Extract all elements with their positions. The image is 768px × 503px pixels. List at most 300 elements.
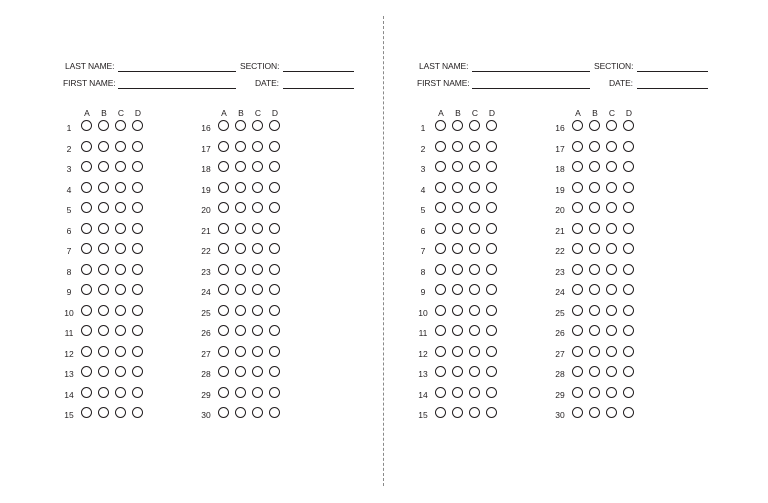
answer-bubble-b[interactable] bbox=[98, 284, 109, 295]
question-row bbox=[199, 243, 289, 264]
question-row bbox=[199, 366, 289, 387]
answer-bubble-a[interactable] bbox=[81, 366, 92, 377]
section-label: SECTION: bbox=[594, 61, 634, 71]
answer-bubble-d[interactable] bbox=[132, 305, 143, 316]
answer-bubble-b[interactable] bbox=[235, 141, 246, 152]
answer-bubble-c[interactable] bbox=[469, 325, 480, 336]
answer-bubble-d[interactable] bbox=[623, 223, 634, 234]
answer-bubble-d[interactable] bbox=[486, 243, 497, 254]
answer-bubble-d[interactable] bbox=[132, 284, 143, 295]
answer-bubble-c[interactable] bbox=[606, 223, 617, 234]
answer-bubble-b[interactable] bbox=[589, 407, 600, 418]
answer-bubble-a[interactable] bbox=[218, 284, 229, 295]
answer-bubble-d[interactable] bbox=[623, 182, 634, 193]
answer-bubble-b[interactable] bbox=[98, 387, 109, 398]
question-number: 26 bbox=[555, 328, 565, 338]
answer-bubble-b[interactable] bbox=[452, 243, 463, 254]
answer-bubble-d[interactable] bbox=[486, 407, 497, 418]
answer-bubble-a[interactable] bbox=[572, 346, 583, 357]
answer-bubble-b[interactable] bbox=[98, 141, 109, 152]
answer-bubble-c[interactable] bbox=[252, 161, 263, 172]
answer-bubble-c[interactable] bbox=[115, 305, 126, 316]
question-row bbox=[416, 387, 506, 408]
answer-bubble-d[interactable] bbox=[269, 305, 280, 316]
answer-bubble-d[interactable] bbox=[486, 202, 497, 213]
question-row bbox=[416, 182, 506, 203]
answer-bubble-c[interactable] bbox=[252, 346, 263, 357]
answer-bubble-a[interactable] bbox=[81, 284, 92, 295]
answer-bubble-b[interactable] bbox=[452, 305, 463, 316]
answer-bubble-b[interactable] bbox=[589, 161, 600, 172]
question-row bbox=[199, 387, 289, 408]
answer-bubble-c[interactable] bbox=[606, 243, 617, 254]
answer-bubble-a[interactable] bbox=[435, 120, 446, 131]
question-number: 25 bbox=[555, 307, 565, 318]
answer-bubble-c[interactable] bbox=[252, 264, 263, 275]
answer-bubble-c[interactable] bbox=[469, 366, 480, 377]
answer-bubble-d[interactable] bbox=[269, 202, 280, 213]
answer-bubble-a[interactable] bbox=[218, 182, 229, 193]
answer-bubble-b[interactable] bbox=[235, 243, 246, 254]
answer-bubble-c[interactable] bbox=[115, 325, 126, 336]
answer-bubble-d[interactable] bbox=[486, 305, 497, 316]
question-number: 7 bbox=[420, 246, 426, 256]
answer-bubble-d[interactable] bbox=[623, 346, 634, 357]
answer-bubble-b[interactable] bbox=[98, 120, 109, 131]
answer-bubble-b[interactable] bbox=[452, 202, 463, 213]
choice-letter-b: B bbox=[455, 108, 461, 118]
answer-bubble-c[interactable] bbox=[252, 407, 263, 418]
answer-bubble-d[interactable] bbox=[623, 325, 634, 336]
answer-bubble-c[interactable] bbox=[252, 141, 263, 152]
answer-bubble-b[interactable] bbox=[98, 407, 109, 418]
answer-bubble-b[interactable] bbox=[235, 182, 246, 193]
answer-bubble-c[interactable] bbox=[606, 141, 617, 152]
answer-bubble-a[interactable] bbox=[572, 182, 583, 193]
answer-bubble-c[interactable] bbox=[469, 182, 480, 193]
answer-bubble-a[interactable] bbox=[435, 325, 446, 336]
answer-bubble-c[interactable] bbox=[252, 325, 263, 336]
question-number: 9 bbox=[420, 287, 426, 297]
answer-bubble-d[interactable] bbox=[269, 325, 280, 336]
answer-bubble-b[interactable] bbox=[98, 325, 109, 336]
answer-bubble-b[interactable] bbox=[235, 161, 246, 172]
answer-bubble-c[interactable] bbox=[469, 305, 480, 316]
answer-bubble-c[interactable] bbox=[115, 346, 126, 357]
answer-bubble-b[interactable] bbox=[589, 141, 600, 152]
answer-bubble-a[interactable] bbox=[218, 243, 229, 254]
answer-bubble-b[interactable] bbox=[235, 366, 246, 377]
answer-bubble-a[interactable] bbox=[81, 202, 92, 213]
last-name-label: LAST NAME: bbox=[65, 61, 115, 71]
answer-bubble-a[interactable] bbox=[218, 325, 229, 336]
answer-bubble-b[interactable] bbox=[589, 182, 600, 193]
answer-bubble-c[interactable] bbox=[115, 161, 126, 172]
answer-bubble-a[interactable] bbox=[81, 141, 92, 152]
answer-bubble-d[interactable] bbox=[623, 243, 634, 254]
answer-bubble-b[interactable] bbox=[589, 243, 600, 254]
question-number: 26 bbox=[201, 328, 211, 338]
answer-bubble-a[interactable] bbox=[218, 202, 229, 213]
answer-bubble-c[interactable] bbox=[606, 120, 617, 131]
answer-bubble-a[interactable] bbox=[572, 284, 583, 295]
answer-bubble-c[interactable] bbox=[115, 366, 126, 377]
answer-bubble-b[interactable] bbox=[452, 325, 463, 336]
answer-bubble-b[interactable] bbox=[589, 346, 600, 357]
answer-bubble-c[interactable] bbox=[115, 387, 126, 398]
answer-bubble-b[interactable] bbox=[452, 161, 463, 172]
answer-bubble-b[interactable] bbox=[452, 366, 463, 377]
answer-bubble-a[interactable] bbox=[435, 387, 446, 398]
answer-bubble-b[interactable] bbox=[98, 243, 109, 254]
answer-bubble-b[interactable] bbox=[452, 346, 463, 357]
answer-bubble-b[interactable] bbox=[98, 305, 109, 316]
answer-bubble-b[interactable] bbox=[452, 120, 463, 131]
answer-bubble-d[interactable] bbox=[132, 182, 143, 193]
answer-bubble-b[interactable] bbox=[452, 264, 463, 275]
answer-bubble-c[interactable] bbox=[469, 161, 480, 172]
first-name-field[interactable] bbox=[118, 88, 236, 89]
answer-bubble-a[interactable] bbox=[218, 346, 229, 357]
answer-bubble-c[interactable] bbox=[115, 141, 126, 152]
question-number: 20 bbox=[555, 205, 565, 215]
answer-bubble-c[interactable] bbox=[115, 202, 126, 213]
answer-bubble-a[interactable] bbox=[572, 161, 583, 172]
answer-bubble-c[interactable] bbox=[252, 243, 263, 254]
answer-bubble-c[interactable] bbox=[115, 243, 126, 254]
answer-bubble-c[interactable] bbox=[252, 120, 263, 131]
answer-bubble-b[interactable] bbox=[235, 202, 246, 213]
answer-bubble-d[interactable] bbox=[486, 141, 497, 152]
answer-bubble-d[interactable] bbox=[132, 161, 143, 172]
answer-bubble-b[interactable] bbox=[452, 141, 463, 152]
section-label: SECTION: bbox=[240, 61, 280, 71]
first-name-field[interactable] bbox=[472, 88, 590, 89]
answer-bubble-a[interactable] bbox=[572, 223, 583, 234]
answer-bubble-a[interactable] bbox=[81, 120, 92, 131]
answer-bubble-c[interactable] bbox=[469, 202, 480, 213]
answer-bubble-d[interactable] bbox=[623, 305, 634, 316]
answer-bubble-c[interactable] bbox=[252, 223, 263, 234]
answer-bubble-a[interactable] bbox=[572, 305, 583, 316]
date-label: DATE: bbox=[609, 78, 633, 88]
answer-bubble-d[interactable] bbox=[269, 366, 280, 377]
answer-bubble-c[interactable] bbox=[469, 223, 480, 234]
answer-bubble-a[interactable] bbox=[572, 243, 583, 254]
answer-bubble-b[interactable] bbox=[452, 284, 463, 295]
answer-bubble-c[interactable] bbox=[606, 366, 617, 377]
answer-bubble-c[interactable] bbox=[252, 284, 263, 295]
answer-bubble-a[interactable] bbox=[218, 305, 229, 316]
answer-bubble-c[interactable] bbox=[606, 325, 617, 336]
section-field[interactable] bbox=[637, 71, 708, 72]
answer-bubble-a[interactable] bbox=[435, 243, 446, 254]
answer-bubble-d[interactable] bbox=[623, 120, 634, 131]
answer-bubble-b[interactable] bbox=[98, 202, 109, 213]
answer-bubble-c[interactable] bbox=[115, 284, 126, 295]
question-number: 3 bbox=[66, 164, 72, 174]
answer-bubble-a[interactable] bbox=[572, 202, 583, 213]
question-number: 21 bbox=[201, 225, 211, 236]
answer-bubble-b[interactable] bbox=[98, 182, 109, 193]
answer-bubble-d[interactable] bbox=[269, 264, 280, 275]
answer-bubble-a[interactable] bbox=[572, 120, 583, 131]
answer-bubble-b[interactable] bbox=[589, 366, 600, 377]
answer-bubble-d[interactable] bbox=[132, 141, 143, 152]
answer-bubble-d[interactable] bbox=[269, 120, 280, 131]
answer-bubble-d[interactable] bbox=[486, 346, 497, 357]
date-field[interactable] bbox=[283, 88, 354, 89]
question-number: 30 bbox=[555, 410, 565, 420]
answer-bubble-d[interactable] bbox=[269, 161, 280, 172]
answer-bubble-a[interactable] bbox=[81, 243, 92, 254]
answer-bubble-b[interactable] bbox=[452, 182, 463, 193]
answer-bubble-d[interactable] bbox=[132, 366, 143, 377]
answer-bubble-d[interactable] bbox=[269, 407, 280, 418]
question-row bbox=[62, 346, 152, 367]
answer-bubble-c[interactable] bbox=[606, 346, 617, 357]
answer-bubble-d[interactable] bbox=[132, 407, 143, 418]
answer-bubble-b[interactable] bbox=[235, 325, 246, 336]
question-number: 27 bbox=[201, 348, 211, 359]
answer-bubble-d[interactable] bbox=[623, 141, 634, 152]
answer-bubble-a[interactable] bbox=[435, 284, 446, 295]
answer-bubble-d[interactable] bbox=[132, 223, 143, 234]
answer-bubble-c[interactable] bbox=[606, 284, 617, 295]
question-row bbox=[199, 407, 289, 428]
answer-bubble-a[interactable] bbox=[81, 264, 92, 275]
question-column-1 bbox=[62, 108, 152, 428]
answer-bubble-b[interactable] bbox=[235, 223, 246, 234]
answer-bubble-b[interactable] bbox=[235, 346, 246, 357]
answer-bubble-a[interactable] bbox=[218, 223, 229, 234]
answer-bubble-a[interactable] bbox=[81, 223, 92, 234]
answer-bubble-d[interactable] bbox=[486, 182, 497, 193]
answer-bubble-d[interactable] bbox=[132, 243, 143, 254]
question-row bbox=[416, 346, 506, 367]
header-row-1 bbox=[416, 61, 716, 75]
answer-bubble-c[interactable] bbox=[606, 387, 617, 398]
question-row bbox=[199, 202, 289, 223]
answer-bubble-a[interactable] bbox=[81, 182, 92, 193]
answer-bubble-d[interactable] bbox=[486, 284, 497, 295]
answer-bubble-a[interactable] bbox=[572, 366, 583, 377]
answer-bubble-d[interactable] bbox=[623, 284, 634, 295]
answer-bubble-a[interactable] bbox=[81, 161, 92, 172]
answer-bubble-b[interactable] bbox=[235, 407, 246, 418]
answer-bubble-a[interactable] bbox=[218, 264, 229, 275]
question-number: 1 bbox=[420, 123, 426, 133]
question-number: 6 bbox=[66, 225, 72, 236]
answer-bubble-a[interactable] bbox=[572, 141, 583, 152]
question-number: 10 bbox=[64, 307, 74, 318]
answer-bubble-b[interactable] bbox=[589, 387, 600, 398]
answer-bubble-d[interactable] bbox=[132, 264, 143, 275]
answer-bubble-d[interactable] bbox=[269, 284, 280, 295]
answer-bubble-c[interactable] bbox=[252, 182, 263, 193]
answer-bubble-b[interactable] bbox=[589, 284, 600, 295]
question-row bbox=[416, 243, 506, 264]
answer-bubble-b[interactable] bbox=[235, 264, 246, 275]
answer-bubble-d[interactable] bbox=[623, 387, 634, 398]
question-number: 15 bbox=[64, 410, 74, 420]
answer-bubble-c[interactable] bbox=[115, 407, 126, 418]
question-number: 28 bbox=[201, 369, 211, 379]
answer-bubble-c[interactable] bbox=[252, 366, 263, 377]
answer-bubble-d[interactable] bbox=[132, 346, 143, 357]
answer-bubble-b[interactable] bbox=[452, 223, 463, 234]
answer-bubble-b[interactable] bbox=[589, 120, 600, 131]
answer-bubble-d[interactable] bbox=[486, 325, 497, 336]
answer-bubble-c[interactable] bbox=[252, 387, 263, 398]
answer-bubble-b[interactable] bbox=[98, 264, 109, 275]
answer-bubble-a[interactable] bbox=[81, 387, 92, 398]
answer-bubble-a[interactable] bbox=[435, 305, 446, 316]
date-field[interactable] bbox=[637, 88, 708, 89]
answer-bubble-d[interactable] bbox=[623, 264, 634, 275]
question-row bbox=[416, 264, 506, 285]
answer-bubble-a[interactable] bbox=[435, 264, 446, 275]
answer-bubble-d[interactable] bbox=[132, 387, 143, 398]
answer-bubble-d[interactable] bbox=[132, 120, 143, 131]
answer-bubble-c[interactable] bbox=[469, 346, 480, 357]
answer-bubble-d[interactable] bbox=[486, 387, 497, 398]
choice-letter-d: D bbox=[488, 108, 496, 118]
question-number: 29 bbox=[555, 389, 565, 400]
answer-bubble-c[interactable] bbox=[606, 182, 617, 193]
answer-bubble-d[interactable] bbox=[623, 366, 634, 377]
question-row bbox=[62, 325, 152, 346]
answer-bubble-b[interactable] bbox=[235, 120, 246, 131]
answer-bubble-a[interactable] bbox=[435, 202, 446, 213]
answer-bubble-a[interactable] bbox=[218, 161, 229, 172]
answer-bubble-a[interactable] bbox=[435, 407, 446, 418]
answer-bubble-b[interactable] bbox=[589, 202, 600, 213]
answer-bubble-a[interactable] bbox=[218, 120, 229, 131]
last-name-field[interactable] bbox=[472, 71, 590, 72]
answer-bubble-b[interactable] bbox=[589, 264, 600, 275]
answer-bubble-c[interactable] bbox=[115, 223, 126, 234]
answer-bubble-a[interactable] bbox=[218, 387, 229, 398]
answer-bubble-a[interactable] bbox=[572, 407, 583, 418]
answer-bubble-c[interactable] bbox=[469, 284, 480, 295]
answer-bubble-c[interactable] bbox=[115, 182, 126, 193]
answer-bubble-d[interactable] bbox=[269, 346, 280, 357]
answer-bubble-b[interactable] bbox=[98, 346, 109, 357]
answer-bubble-c[interactable] bbox=[115, 120, 126, 131]
answer-bubble-d[interactable] bbox=[623, 161, 634, 172]
answer-bubble-d[interactable] bbox=[132, 202, 143, 213]
answer-bubble-b[interactable] bbox=[589, 305, 600, 316]
answer-bubble-d[interactable] bbox=[623, 202, 634, 213]
answer-bubble-b[interactable] bbox=[589, 325, 600, 336]
answer-bubble-a[interactable] bbox=[81, 305, 92, 316]
answer-bubble-d[interactable] bbox=[269, 141, 280, 152]
answer-bubble-c[interactable] bbox=[252, 305, 263, 316]
answer-bubble-b[interactable] bbox=[235, 284, 246, 295]
question-number: 13 bbox=[64, 369, 74, 379]
answer-bubble-a[interactable] bbox=[81, 325, 92, 336]
answer-bubble-a[interactable] bbox=[435, 223, 446, 234]
answer-bubble-c[interactable] bbox=[606, 264, 617, 275]
question-number: 15 bbox=[418, 410, 428, 420]
answer-bubble-d[interactable] bbox=[486, 366, 497, 377]
question-row bbox=[62, 284, 152, 305]
answer-bubble-c[interactable] bbox=[469, 141, 480, 152]
answer-bubble-c[interactable] bbox=[469, 243, 480, 254]
answer-bubble-a[interactable] bbox=[218, 141, 229, 152]
answer-bubble-c[interactable] bbox=[606, 407, 617, 418]
answer-sheet-left bbox=[62, 0, 392, 503]
answer-bubble-a[interactable] bbox=[435, 366, 446, 377]
answer-bubble-a[interactable] bbox=[218, 407, 229, 418]
question-number: 23 bbox=[555, 266, 565, 277]
question-row bbox=[199, 120, 289, 141]
question-column-1 bbox=[416, 108, 506, 428]
answer-bubble-c[interactable] bbox=[606, 305, 617, 316]
answer-bubble-d[interactable] bbox=[269, 387, 280, 398]
answer-bubble-a[interactable] bbox=[572, 264, 583, 275]
answer-bubble-b[interactable] bbox=[98, 161, 109, 172]
answer-bubble-a[interactable] bbox=[81, 346, 92, 357]
answer-bubble-b[interactable] bbox=[452, 387, 463, 398]
choice-letter-d: D bbox=[271, 108, 279, 118]
answer-bubble-b[interactable] bbox=[235, 387, 246, 398]
answer-bubble-d[interactable] bbox=[269, 223, 280, 234]
last-name-field[interactable] bbox=[118, 71, 236, 72]
answer-bubble-a[interactable] bbox=[435, 141, 446, 152]
answer-bubble-b[interactable] bbox=[98, 366, 109, 377]
question-row bbox=[553, 161, 643, 182]
answer-bubble-b[interactable] bbox=[98, 223, 109, 234]
answer-bubble-d[interactable] bbox=[486, 161, 497, 172]
answer-bubble-b[interactable] bbox=[452, 407, 463, 418]
answer-bubble-a[interactable] bbox=[572, 387, 583, 398]
question-number: 24 bbox=[201, 287, 211, 297]
answer-bubble-a[interactable] bbox=[435, 182, 446, 193]
answer-bubble-b[interactable] bbox=[589, 223, 600, 234]
question-number: 2 bbox=[66, 143, 72, 154]
answer-bubble-c[interactable] bbox=[606, 202, 617, 213]
answer-bubble-c[interactable] bbox=[469, 264, 480, 275]
question-column-2 bbox=[199, 108, 289, 428]
answer-bubble-c[interactable] bbox=[606, 161, 617, 172]
answer-bubble-c[interactable] bbox=[469, 120, 480, 131]
question-number: 2 bbox=[420, 143, 426, 154]
answer-bubble-a[interactable] bbox=[435, 346, 446, 357]
answer-bubble-c[interactable] bbox=[469, 387, 480, 398]
question-number: 28 bbox=[555, 369, 565, 379]
answer-bubble-d[interactable] bbox=[269, 182, 280, 193]
answer-bubble-c[interactable] bbox=[252, 202, 263, 213]
answer-bubble-a[interactable] bbox=[81, 407, 92, 418]
answer-bubble-d[interactable] bbox=[486, 264, 497, 275]
question-row bbox=[553, 407, 643, 428]
section-field[interactable] bbox=[283, 71, 354, 72]
answer-bubble-d[interactable] bbox=[486, 120, 497, 131]
question-number: 8 bbox=[66, 266, 72, 277]
answer-bubble-b[interactable] bbox=[235, 305, 246, 316]
answer-bubble-d[interactable] bbox=[623, 407, 634, 418]
answer-bubble-a[interactable] bbox=[572, 325, 583, 336]
answer-bubble-a[interactable] bbox=[218, 366, 229, 377]
answer-bubble-d[interactable] bbox=[486, 223, 497, 234]
answer-bubble-a[interactable] bbox=[435, 161, 446, 172]
answer-bubble-d[interactable] bbox=[132, 325, 143, 336]
answer-bubble-c[interactable] bbox=[115, 264, 126, 275]
answer-bubble-c[interactable] bbox=[469, 407, 480, 418]
answer-bubble-d[interactable] bbox=[269, 243, 280, 254]
